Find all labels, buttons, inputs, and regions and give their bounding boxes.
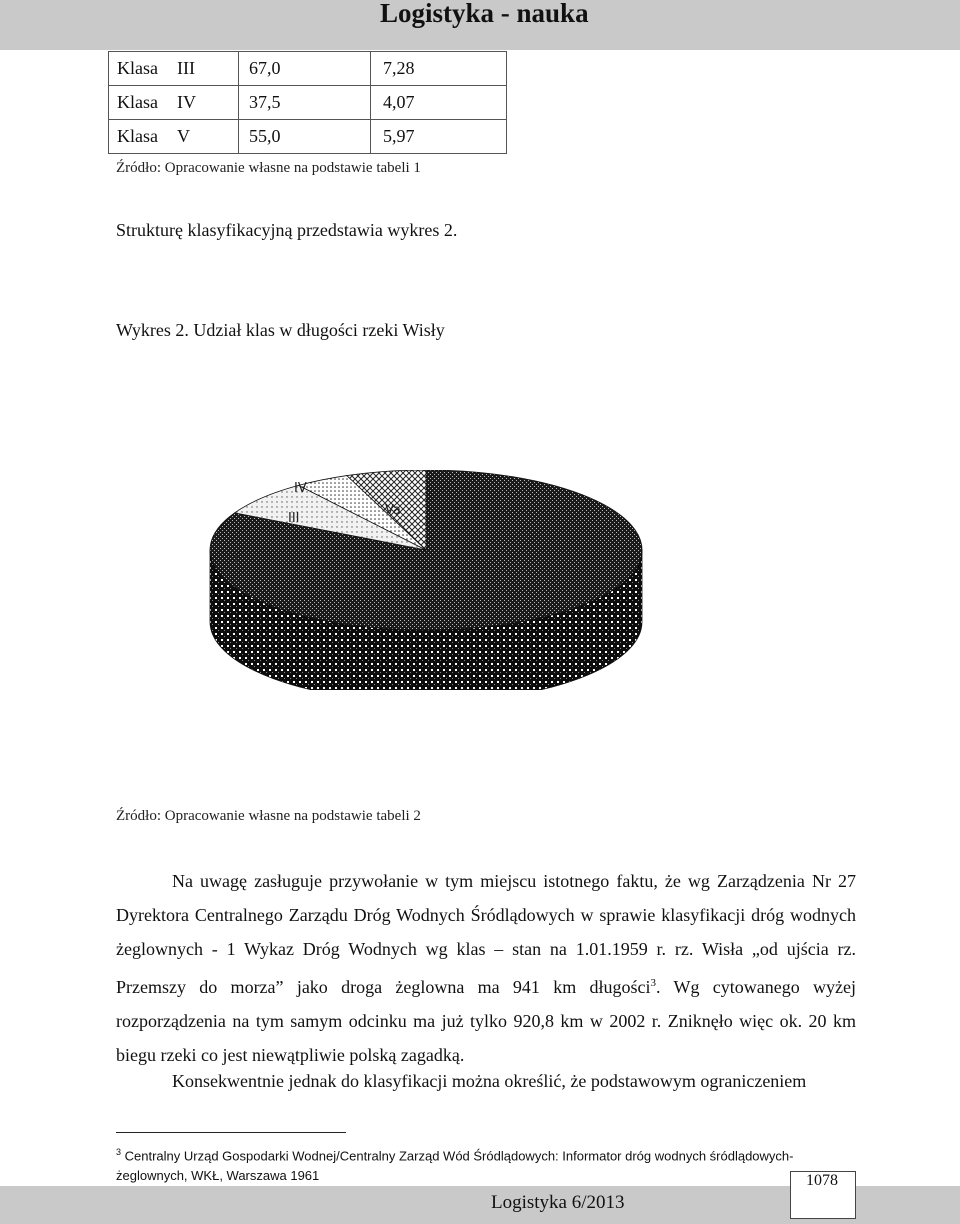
percent-cell: 4,07	[371, 86, 507, 120]
percent-cell: 7,28	[371, 52, 507, 86]
class-label: Klasa	[117, 58, 158, 78]
paragraph-1-text: Na uwagę zasługuje przywołanie w tym miejscu istotnego faktu, że wg Zarządzenia Nr 27 Dyrektora Centralnego Zarządu Dróg Wodnych Śródlądowych w sprawie klasyfikacji dróg wodnych żeglownych - 1 Wykaz Dróg Wodnych wg klas – stan na 1.01.1959 r. rz. Wisła „od ujścia rz. Przemszy do morza” jako droga żeglowna ma 941 km długości	[116, 871, 856, 997]
class-number: IV	[177, 92, 196, 112]
percent-cell: 5,97	[371, 120, 507, 154]
pie-label: III	[288, 511, 300, 526]
pie-label: IV	[294, 481, 307, 496]
page-number: 1078	[806, 1172, 838, 1189]
class-label: Klasa	[117, 126, 158, 146]
chart-source: Źródło: Opracowanie własne na podstawie tabeli 2	[116, 808, 421, 824]
class-number: V	[177, 126, 190, 146]
chart-caption: Wykres 2. Udział klas w długości rzeki Wisły	[116, 320, 445, 340]
table-row	[109, 52, 507, 86]
class-label: Klasa	[117, 92, 158, 112]
footnote-divider	[116, 1132, 346, 1133]
intro-line: Strukturę klasyfikacyjną przedstawia wykres 2.	[116, 220, 458, 240]
footnote	[116, 1142, 836, 1186]
paragraph-2	[116, 1064, 856, 1098]
paragraph-1-cont: . Wg cytowanego wyżej rozporządzenia na tym samym odcinku ma już tylko 920,8 km w 2002 r. Zniknęło więc ok. 20 km biegu rzeki co jest niewątpliwie polską zagadką.	[116, 977, 856, 1065]
pie-chart	[190, 470, 650, 690]
page-header-title: Logistyka - nauka	[380, 0, 589, 28]
table-source: Źródło: Opracowanie własne na podstawie tabeli 1	[116, 160, 421, 176]
class-name-cell	[109, 120, 239, 154]
footer-journal: Logistyka 6/2013	[491, 1192, 625, 1213]
paragraph-2-text: Konsekwentnie jednak do klasyfikacji można określić, że podstawowym ograniczeniem	[172, 1071, 807, 1091]
class-name-cell	[109, 86, 239, 120]
footnote-text: Centralny Urząd Gospodarki Wodnej/Centralny Zarząd Wód Śródlądowych: Informator dróg wodnych śródlądowych-żeglownych, WKŁ, Warszawa 1961	[116, 1148, 794, 1184]
class-number: III	[177, 58, 195, 78]
footnote-number: 3	[116, 1147, 122, 1157]
table-row	[109, 120, 507, 154]
pie-chart-svg	[190, 470, 650, 690]
class-name-cell	[109, 52, 239, 86]
length-cell: 67,0	[239, 52, 371, 86]
length-cell: 37,5	[239, 86, 371, 120]
footnote-ref: 3	[650, 977, 656, 989]
table-row	[109, 86, 507, 120]
paragraph-1	[116, 864, 856, 1072]
pie-label: Va	[385, 503, 401, 518]
class-table	[108, 51, 507, 154]
length-cell: 55,0	[239, 120, 371, 154]
pie-label: I	[234, 553, 238, 568]
